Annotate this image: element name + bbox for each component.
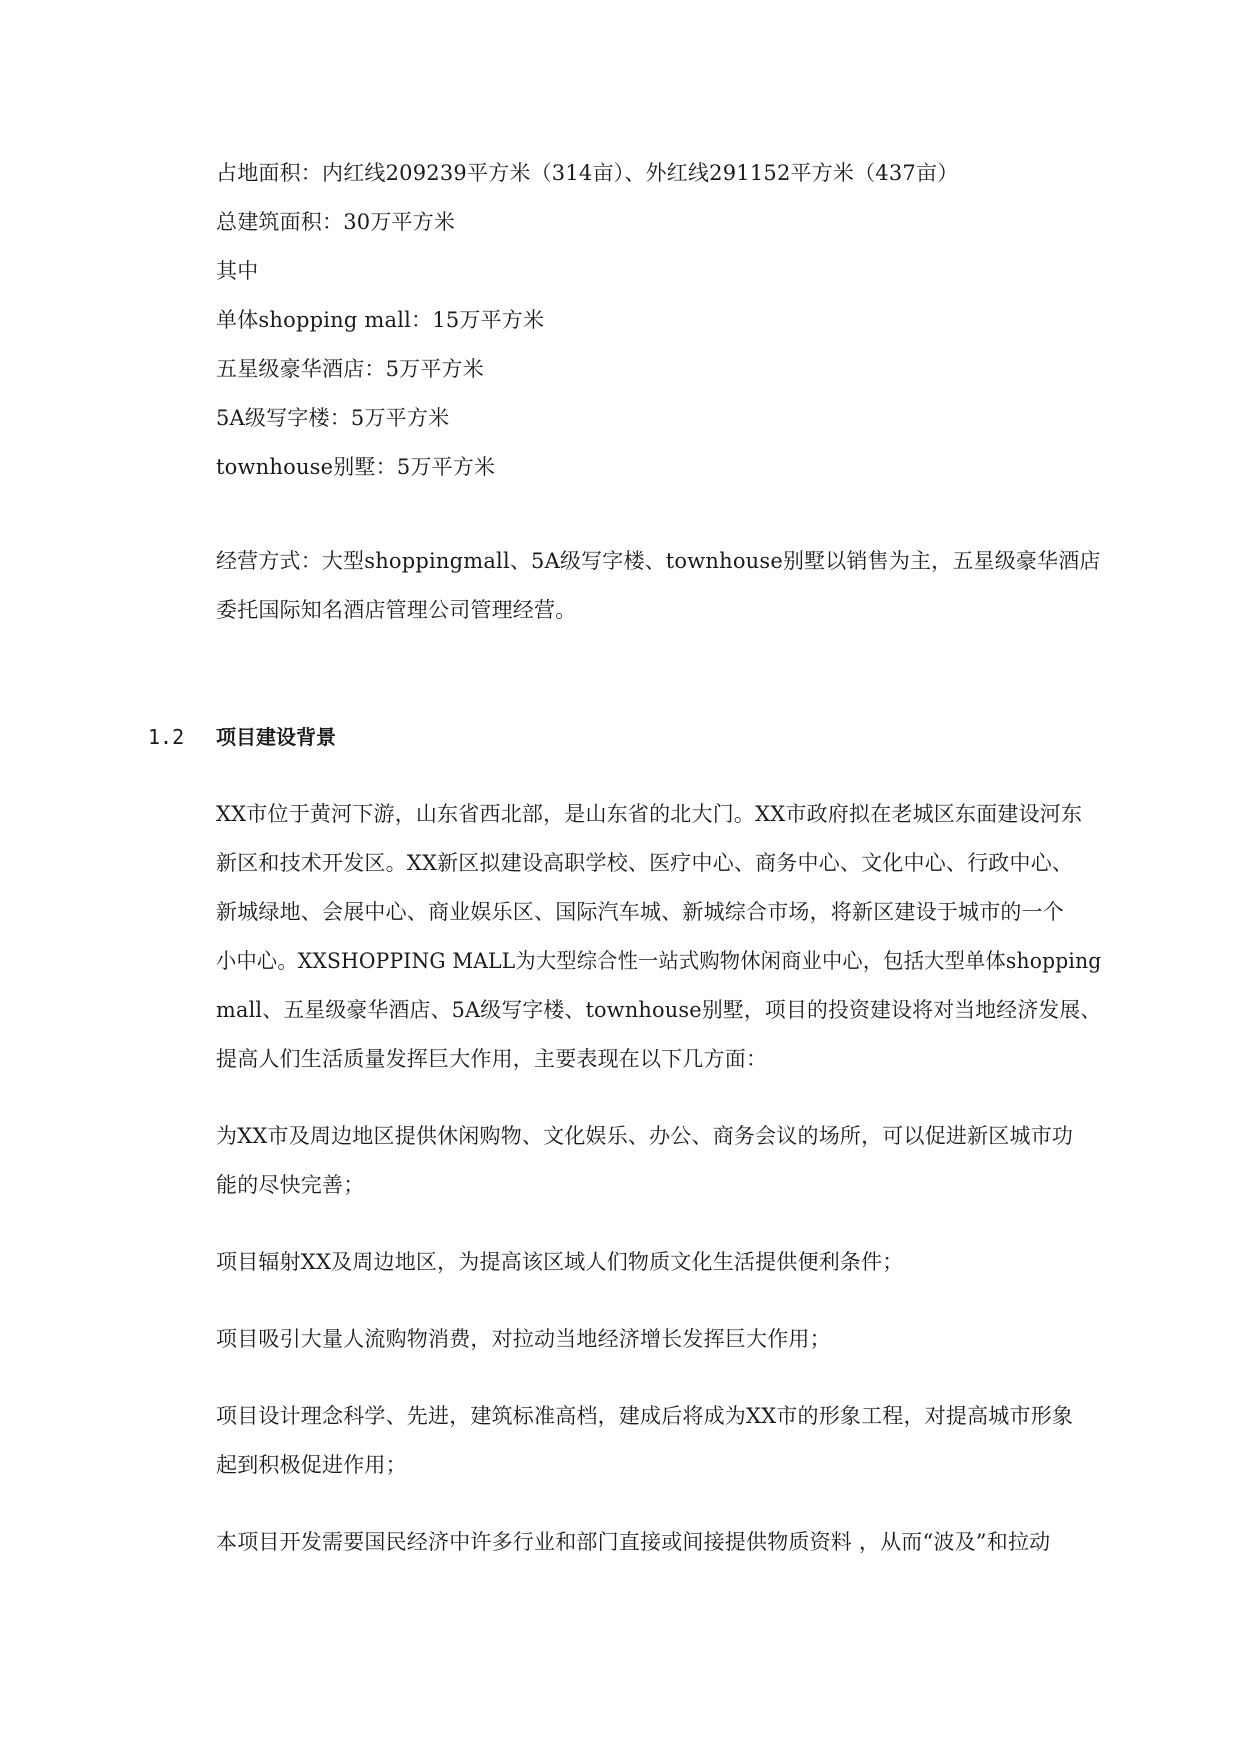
- point-3-line: 项目吸引大量人流购物消费，对拉动当地经济增长发挥巨大作用；: [216, 1327, 831, 1351]
- section-title: 项目建设背景: [216, 725, 336, 749]
- operation-mode-line-2: 委托国际知名酒店管理公司管理经营。: [216, 598, 577, 622]
- point-4-line-2: 起到积极促进作用；: [216, 1453, 407, 1477]
- shopping-mall-area-line: 单体shopping mall：15万平方米: [216, 308, 545, 332]
- operation-mode-line-1: 经营方式：大型shoppingmall、5A级写字楼、townhouse别墅以销售为主，五星级豪华酒店: [216, 549, 1101, 573]
- point-2-line: 项目辐射XX及周边地区，为提高该区域人们物质文化生活提供便利条件；: [216, 1250, 904, 1274]
- total-floor-area-line: 总建筑面积：30万平方米: [216, 210, 456, 234]
- land-area-line: 占地面积：内红线209239平方米（314亩）、外红线291152平方米（437亩）: [216, 161, 959, 185]
- townhouse-area-line: townhouse别墅：5万平方米: [216, 455, 496, 479]
- breakdown-label: 其中: [216, 259, 259, 283]
- section-number: 1.2: [148, 725, 185, 749]
- point-1-line-2: 能的尽快完善；: [216, 1173, 365, 1197]
- office-area-line: 5A级写字楼：5万平方米: [216, 406, 450, 430]
- point-1-line-1: 为XX市及周边地区提供休闲购物、文化娱乐、办公、商务会议的场所，可以促进新区城市功: [216, 1124, 1074, 1148]
- background-line-5: mall、五星级豪华酒店、5A级写字楼、townhouse别墅，项目的投资建设将对当地经济发展、: [216, 998, 1102, 1022]
- background-line-2: 新区和技术开发区。XX新区拟建设高职学校、医疗中心、商务中心、文化中心、行政中心、: [216, 851, 1074, 875]
- point-4-line-1: 项目设计理念科学、先进，建筑标准高档，建成后将成为XX市的形象工程，对提高城市形象: [216, 1404, 1074, 1428]
- hotel-area-line: 五星级豪华酒店：5万平方米: [216, 357, 484, 381]
- background-line-6: 提高人们生活质量发挥巨大作用，主要表现在以下几方面：: [216, 1047, 768, 1071]
- background-line-1: XX市位于黄河下游，山东省西北部，是山东省的北大门。XX市政府拟在老城区东面建设河东: [216, 802, 1083, 826]
- background-line-3: 新城绿地、会展中心、商业娱乐区、国际汽车城、新城综合市场，将新区建设于城市的一个: [216, 900, 1064, 924]
- point-5-line: 本项目开发需要国民经济中许多行业和部门直接或间接提供物质资料 ，从而“波及”和拉动: [216, 1530, 1051, 1554]
- background-line-4: 小中心。XXSHOPPING MALL为大型综合性一站式购物休闲商业中心，包括大型单体shopping: [216, 949, 1102, 973]
